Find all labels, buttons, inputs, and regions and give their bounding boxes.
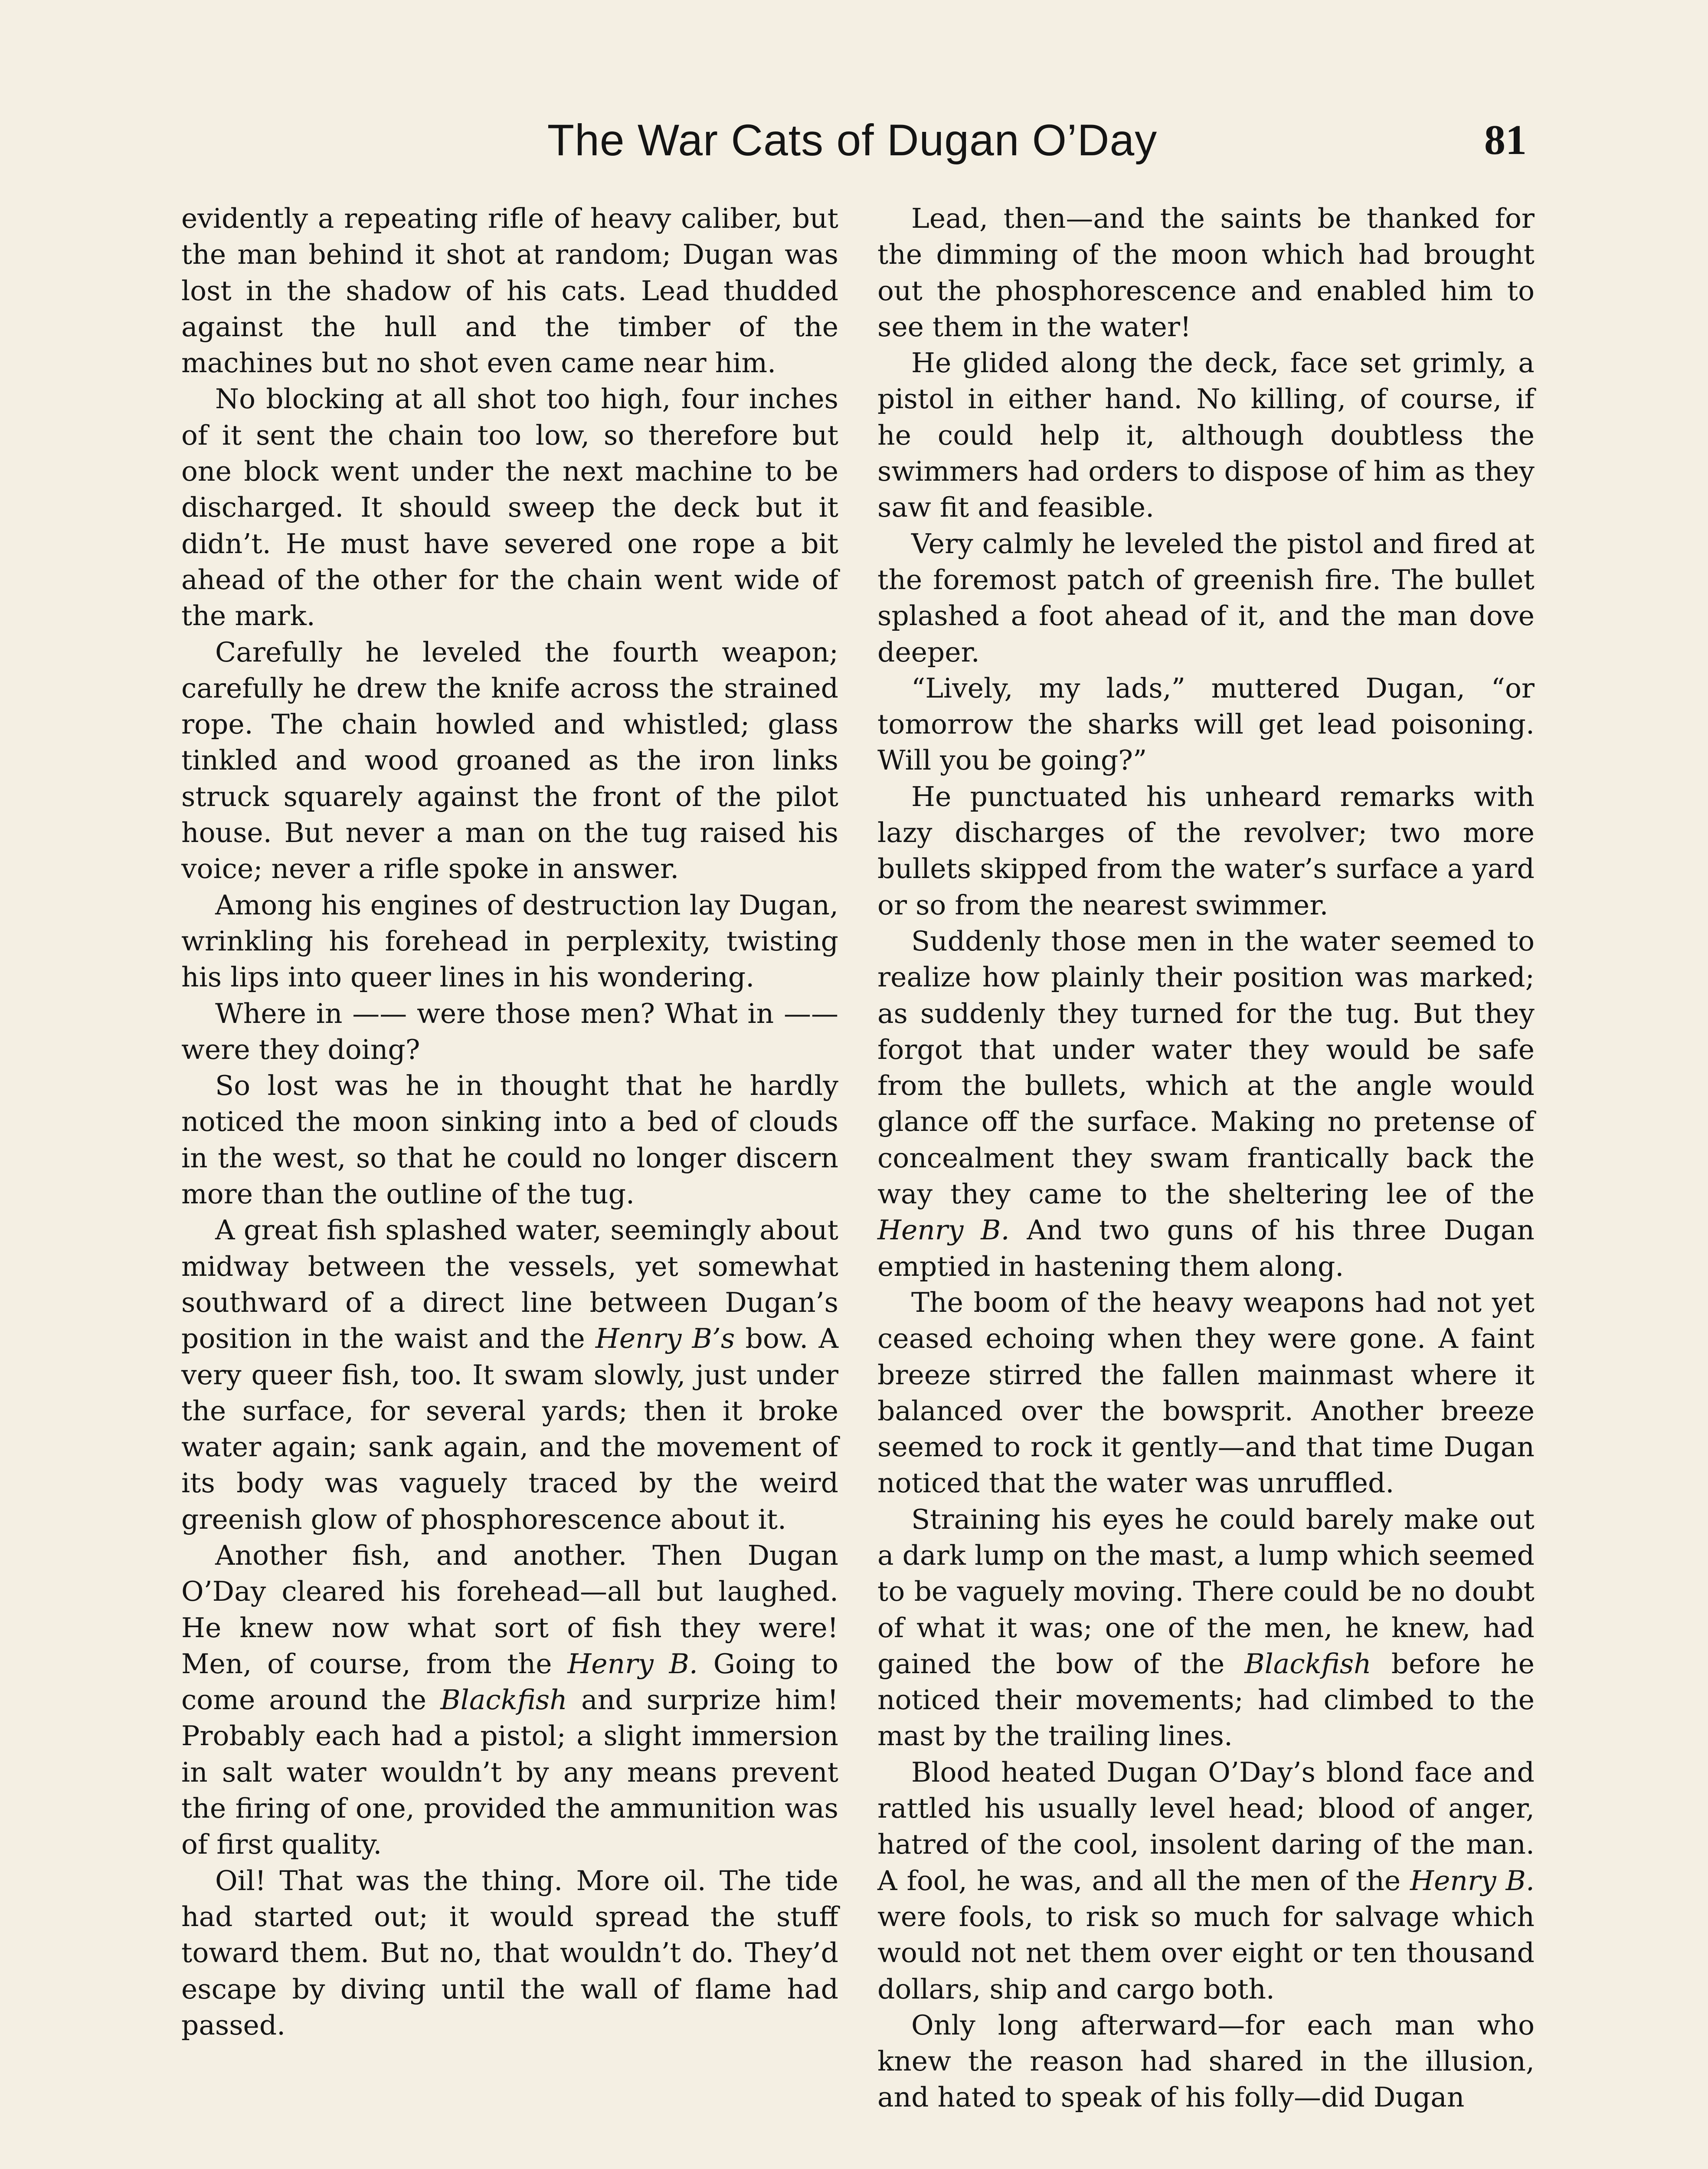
italic-name: Blackfish <box>440 1684 567 1716</box>
page-header <box>178 108 1527 173</box>
paragraph-text: evidently a repeating rifle of heavy caliber, but the man behind it shot at random; Dugan was lost in the shadow of his cats. Lead thudded against the hull and the timber of the machines but no shot even came near him. <box>181 203 838 379</box>
paragraph-text: Lead, then—and the saints be thanked for the dimming of the moon which had brought out the phosphorescence and enabled him to see them in the water! <box>877 203 1535 343</box>
italic-name: Henry B. <box>877 1214 1010 1246</box>
paragraph-text: And two guns of his three Dugan emptied in hastening them along. <box>877 1214 1535 1282</box>
page-number: 81 <box>1484 117 1527 164</box>
paragraph-text: A great fish splashed water, seemingly about midway between the vessels, yet somewhat southward of a direct line between Dugan’s position in the waist and the <box>181 1214 838 1355</box>
paragraph-text: Going to come around the <box>181 1648 839 1716</box>
paragraph <box>181 634 838 887</box>
paragraph <box>181 1212 838 1537</box>
left-text-column <box>181 200 838 2043</box>
paragraph <box>181 996 838 1068</box>
paragraph-text: Another fish, and another. Then Dugan O’Day cleared his forehead—all but laughed. He knew now what sort of fish they were! Men, of course, from the <box>181 1539 838 1680</box>
paragraph-text: “Lively, my lads,” muttered Dugan, “or tomorrow the sharks will get lead poisoning. Will you be going?” <box>877 672 1535 777</box>
paragraph <box>877 345 1535 525</box>
paragraph-text: bow. A very queer fish, too. It swam slowly, just under the surface, for several yards; then it broke water again; sank again, and the movement of its body was vaguely traced by the weird greenish glow of phosphorescence about it. <box>181 1323 838 1535</box>
paragraph-text: and surprize him! Probably each had a pistol; a slight immersion in salt water wouldn’t by any means prevent the firing of one, provided the ammunition was of first quality. <box>181 1684 838 1861</box>
paragraph <box>181 200 838 381</box>
paragraph <box>181 1537 838 1863</box>
paragraph-text: Very calmly he leveled the pistol and fired at the foremost patch of greenish fire. The bullet splashed a foot ahead of it, and the man dove deeper. <box>877 528 1535 668</box>
paragraph-text: Among his engines of destruction lay Dugan, wrinkling his forehead in perplexity, twisting his lips into queer lines in his wondering. <box>181 889 838 993</box>
paragraph-text: He punctuated his unheard remarks with lazy discharges of the revolver; two more bullets skipped from the water’s surface a yard or so from the nearest swimmer. <box>877 780 1535 921</box>
paragraph <box>877 2007 1535 2116</box>
paragraph-text: He glided along the deck, face set grimly, a pistol in either hand. No killing, of course, if he could help it, although doubtless the swimmers had orders to dispose of him as they saw fit and feasible. <box>877 347 1535 524</box>
right-text-column <box>877 200 1535 2116</box>
paragraph-text: No blocking at all shot too high, four inches of it sent the chain too low, so therefore but one block went under the next machine to be discharged. It should sweep the deck but it didn’t. He must have severed one rope a bit ahead of the other for the chain went wide of the mark. <box>181 383 838 632</box>
paragraph <box>877 779 1535 923</box>
italic-name: Henry B. <box>567 1648 698 1680</box>
paragraph-text: before he noticed their movements; had climbed to the mast by the trailing lines. <box>877 1648 1535 1752</box>
italic-name: Henry B. <box>1410 1864 1535 1897</box>
paragraph-text: Oil! That was the thing. More oil. The tide had started out; it would spread the stuff toward them. But no, that wouldn’t do. They’d escape by diving until the wall of flame had passed. <box>181 1864 838 2041</box>
paragraph-text: Where in —— were those men? What in —— were they doing? <box>181 997 838 1065</box>
paragraph-text: Blood heated Dugan O’Day’s blond face and rattled his usually level head; blood of anger, hatred of the cool, insolent daring of the man. A fool, he was, and all the men of the <box>877 1756 1535 1897</box>
paragraph <box>181 887 838 996</box>
paragraph-text: Only long afterward—for each man who knew the reason had shared in the illusion, and hated to speak of his folly—did Dugan <box>877 2009 1535 2113</box>
paragraph <box>877 526 1535 670</box>
paragraph <box>181 1863 838 2043</box>
paragraph <box>877 200 1535 345</box>
paragraph <box>181 381 838 634</box>
paragraph <box>877 1501 1535 1754</box>
paragraph <box>877 1754 1535 2007</box>
paragraph <box>877 923 1535 1284</box>
paragraph-text: Straining his eyes he could barely make out a dark lump on the mast, a lump which seemed to be vaguely moving. There could be no doubt of what it was; one of the men, he knew, had gained the bow of the <box>877 1503 1535 1680</box>
paragraph-text: Carefully he leveled the fourth weapon; carefully he drew the knife across the strained rope. The chain howled and whistled; glass tinkled and wood groaned as the iron links struck squarely against the front of the pilot house. But never a man on the tug raised his voice; never a rifle spoke in answer. <box>181 636 838 885</box>
paragraph <box>877 1284 1535 1501</box>
running-title: The War Cats of Dugan O’Day <box>547 115 1158 165</box>
italic-name: Henry B’s <box>595 1323 735 1355</box>
paragraph-text: So lost was he in thought that he hardly noticed the moon sinking into a bed of clouds in the west, so that he could no longer discern more than the outline of the tug. <box>181 1070 838 1210</box>
paragraph <box>181 1068 838 1212</box>
paragraph-text: were fools, to risk so much for salvage which would not net them over eight or ten thousand dollars, ship and cargo both. <box>877 1900 1535 2005</box>
paragraph-text: Suddenly those men in the water seemed to realize how plainly their position was marked; as suddenly they turned for the tug. But they forgot that under water they would be safe from the bullets, which at the angle would glance off the surface. Making no pretense of concealment they swam frantically back the way they came to the sheltering lee of the <box>877 925 1535 1210</box>
paragraph-text: The boom of the heavy weapons had not yet ceased echoing when they were gone. A faint breeze stirred the fallen mainmast where it balanced over the bowsprit. Another breeze seemed to rock it gently—and that time Dugan noticed that the water was unruffled. <box>877 1286 1535 1499</box>
italic-name: Blackfish <box>1244 1648 1371 1680</box>
paragraph <box>877 670 1535 779</box>
